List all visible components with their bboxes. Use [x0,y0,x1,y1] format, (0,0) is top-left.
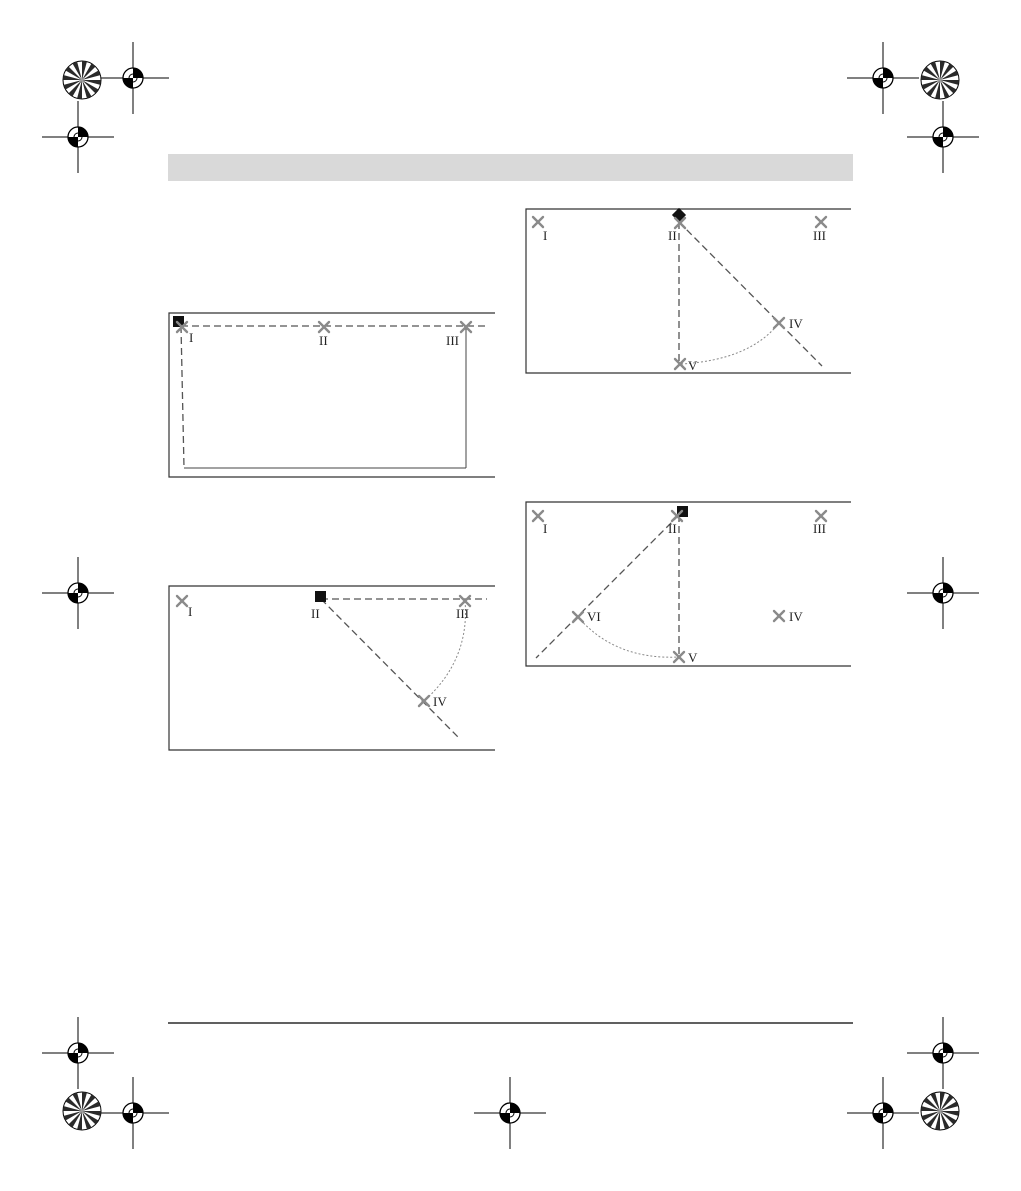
color-wheel-icon [63,61,101,99]
registration-mark-icon [907,557,979,629]
point-label: I [189,330,194,345]
point-label: I [543,521,548,536]
point-label: III [813,228,826,243]
point-label: IV [789,609,803,624]
registration-mark-icon [97,42,169,114]
point-label: III [813,521,826,536]
point-label: VI [587,609,601,624]
color-wheel-icon [921,1092,959,1130]
registration-mark-icon [907,101,979,173]
registration-mark-icon [42,1017,114,1089]
point-label: V [688,650,698,665]
point-label: II [319,333,328,348]
point-label: III [456,606,469,621]
point-label: IV [433,694,447,709]
registration-mark-icon [847,1077,919,1149]
point-label: II [311,606,320,621]
point-label: III [446,333,459,348]
color-wheel-icon [63,1092,101,1130]
figure-d [526,502,851,666]
registration-mark-icon [907,1017,979,1089]
point-label: V [688,358,698,373]
registration-mark-icon [42,101,114,173]
figure-b [169,586,495,750]
color-wheel-icon [921,61,959,99]
registration-mark-icon [847,42,919,114]
figure-c [526,208,851,373]
point-label: IV [789,316,803,331]
registration-mark-icon [474,1077,546,1149]
point-label: I [543,228,548,243]
registration-mark-icon [97,1077,169,1149]
laser-device-icon [315,591,326,602]
point-label: II [668,521,677,536]
point-label: I [188,604,193,619]
header-bar [168,154,853,181]
point-label: II [668,228,677,243]
figure-a [169,313,495,477]
registration-mark-icon [42,557,114,629]
